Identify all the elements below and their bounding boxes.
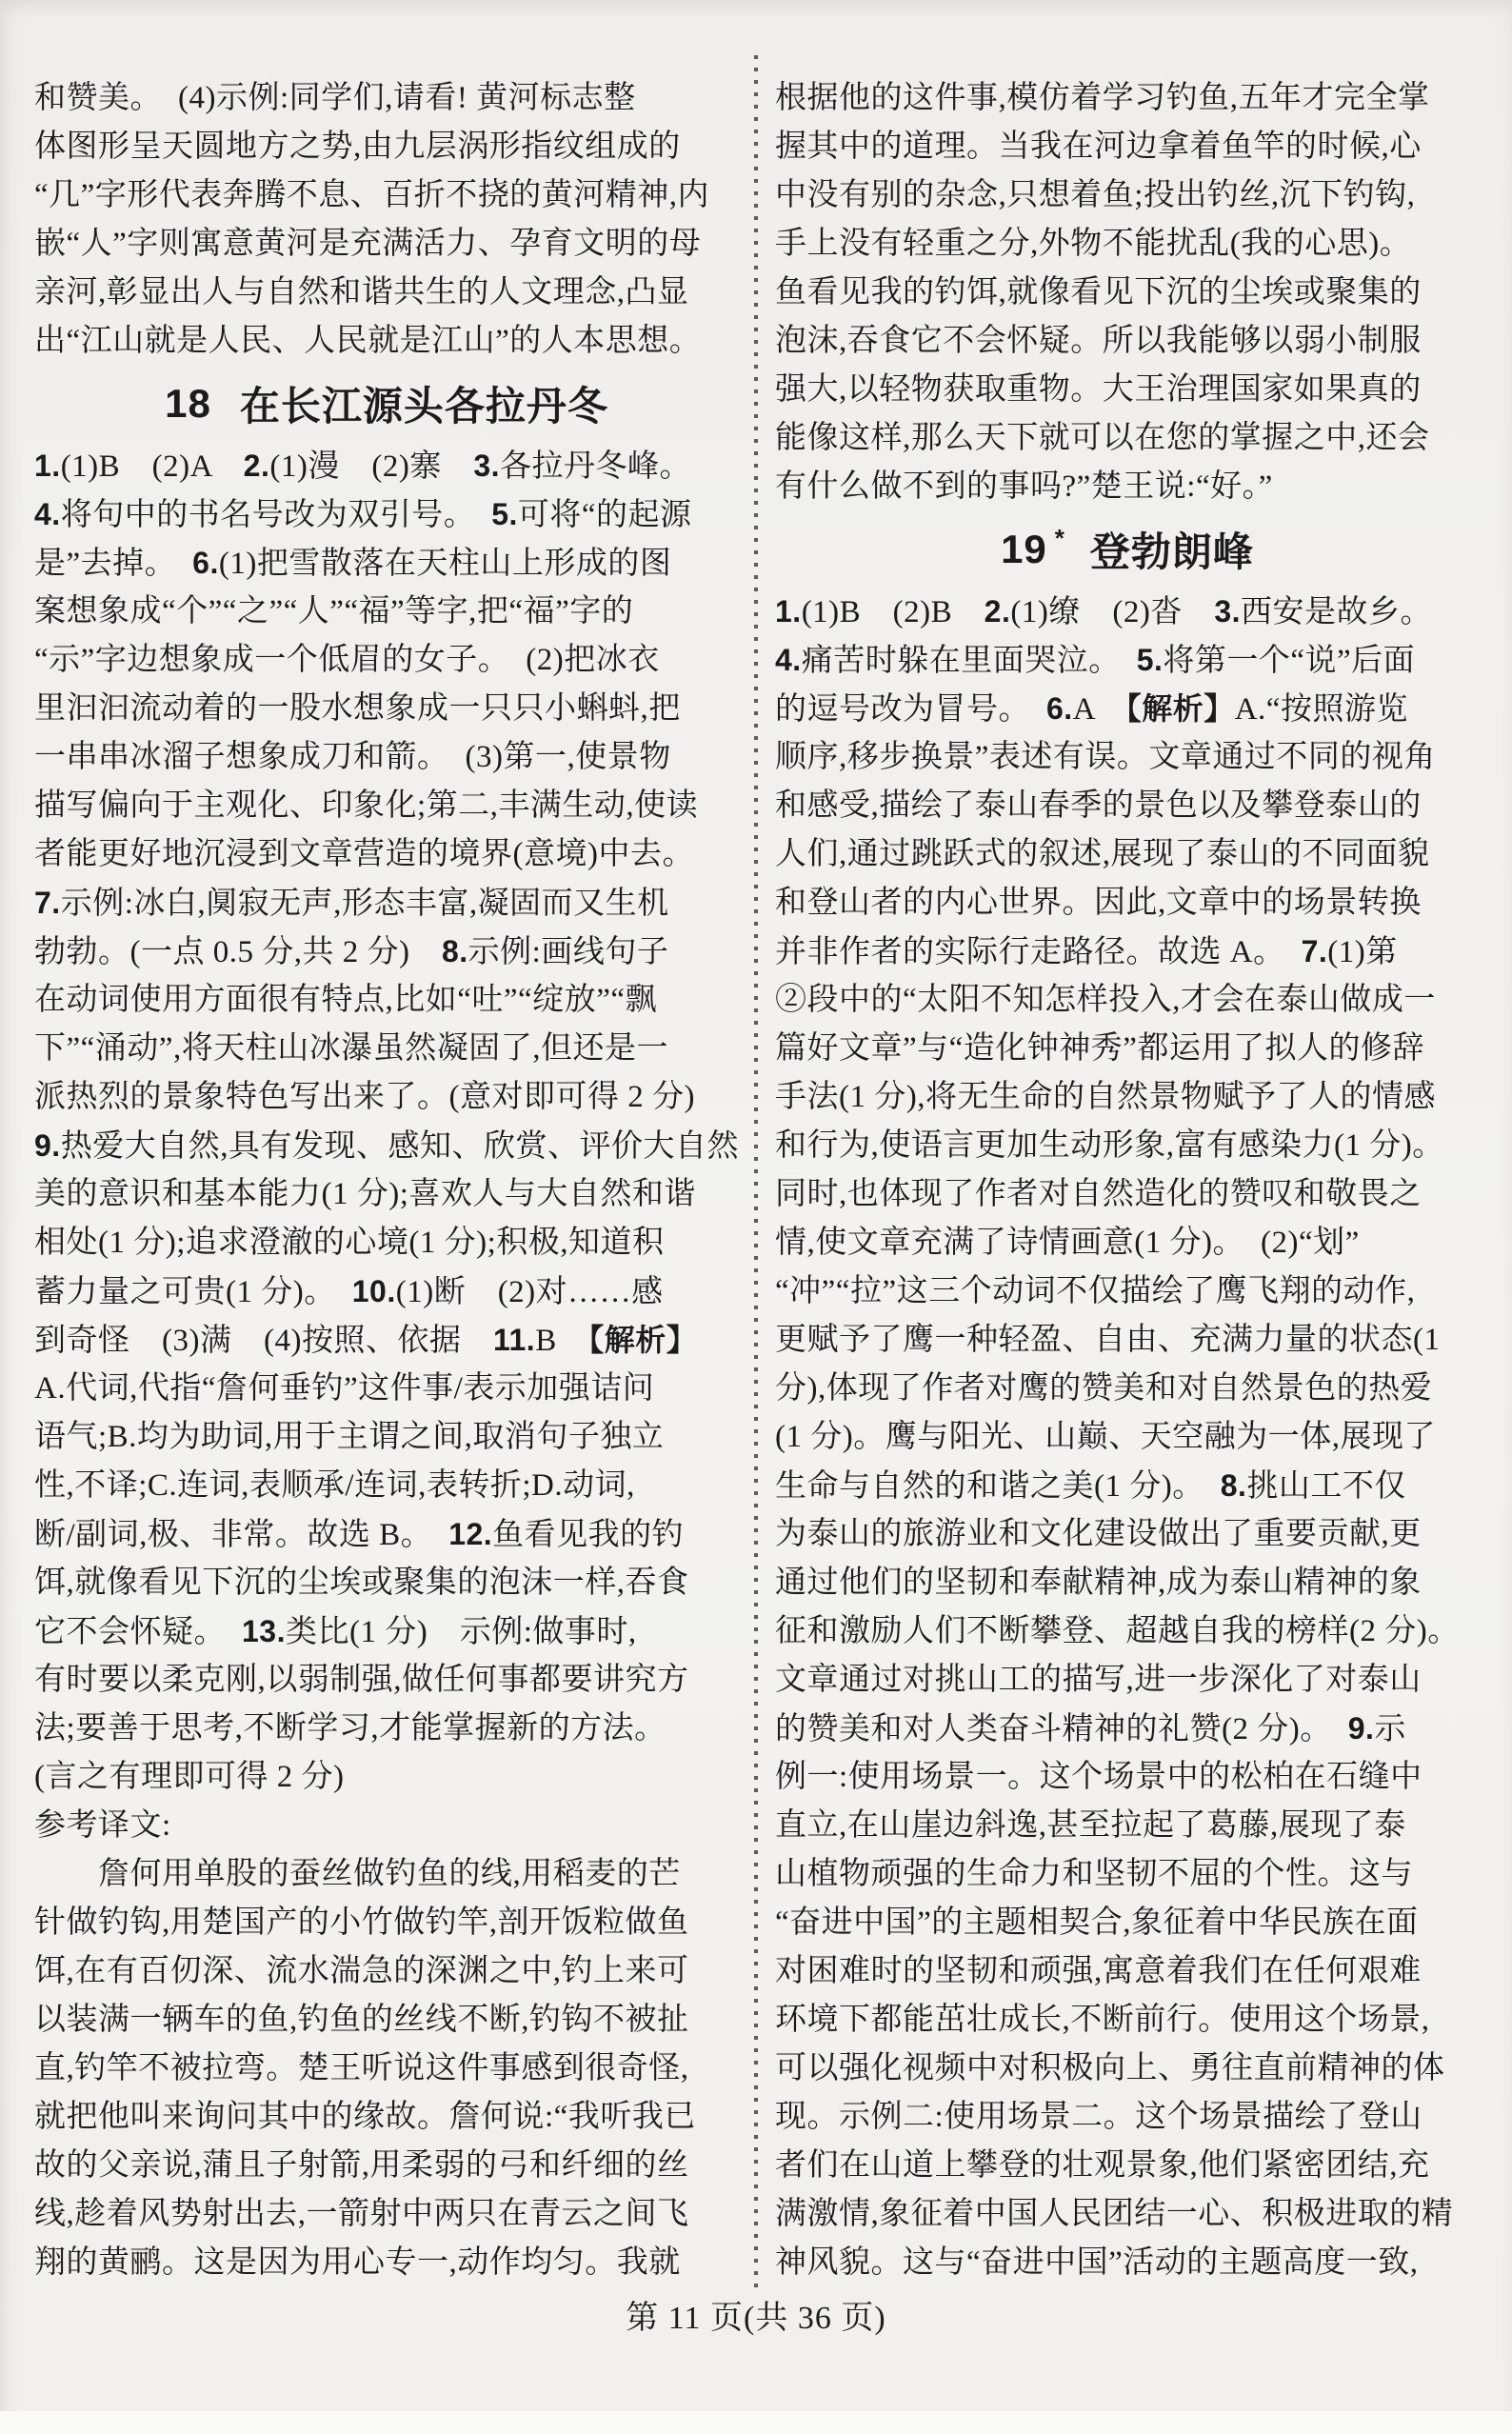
text-line: 在动词使用方面很有特点,比如“吐”“绽放”“飘 bbox=[34, 983, 657, 1017]
text-line: 描写偏向于主观化、印象化;第二,丰满生动,使读 bbox=[34, 788, 699, 823]
text-line: 法;要善于思考,不断学习,才能掌握新的方法。 bbox=[34, 1711, 666, 1746]
section-heading-18 bbox=[34, 366, 739, 442]
text-line: (言之有理即可得 2 分) bbox=[34, 1760, 345, 1794]
text-line: 征和激励人们不断攀登、超越自我的榜样(2 分)。 bbox=[775, 1614, 1460, 1648]
text-line: 里汩汩流动着的一股水想象成一只只小蝌蚪,把 bbox=[34, 691, 681, 726]
text-line: 手法(1 分),将无生命的自然景物赋予了人的情感 bbox=[775, 1080, 1436, 1114]
text-line: 4.痛苦时躲在里面哭泣。 5.将第一个“说”后面 bbox=[775, 643, 1416, 678]
text-line: 生命与自然的和谐之美(1 分)。 8.挑山工不仅 bbox=[775, 1468, 1406, 1504]
text-line: (1 分)。鹰与阳光、山巅、天空融为一体,展现了 bbox=[775, 1420, 1436, 1454]
text-line: 可以强化视频中对积极向上、勇往直前精神的体 bbox=[775, 2051, 1445, 2085]
text-line: 更赋予了鹰一种轻盈、自由、充满力量的状态(1 bbox=[775, 1323, 1441, 1357]
text-line: 直立,在山崖边斜逸,甚至拉起了葛藤,展现了泰 bbox=[775, 1808, 1406, 1843]
text-line: 派热烈的景象特色写出来了。(意对即可得 2 分) bbox=[34, 1080, 695, 1114]
text-line: 以装满一辆车的鱼,钓鱼的丝线不断,钓钩不被扯 bbox=[34, 2003, 689, 2037]
right-column bbox=[775, 74, 1480, 2287]
text-line: 满激情,象征着中国人民团结一心、积极进取的精 bbox=[775, 2197, 1454, 2231]
text-line: 故的父亲说,蒲且子射箭,用柔弱的弓和纤细的丝 bbox=[34, 2148, 689, 2183]
text-line: 握其中的道理。当我在河边拿着鱼竿的时候,心 bbox=[775, 130, 1422, 164]
section-number: 19 bbox=[1001, 527, 1047, 571]
text-line: 参考译文: bbox=[34, 1808, 171, 1843]
text-line: 对困难时的坚韧和顽强,寓意着我们在任何艰难 bbox=[775, 1954, 1422, 1988]
text-line: “示”字边想象成一个低眉的女子。 (2)把冰衣 bbox=[34, 643, 660, 677]
text-line: 的逗号改为冒号。 6.A 【解析】A.“按照游览 bbox=[775, 691, 1408, 727]
text-line: “奋进中国”的主题相契合,象征着中华民族在面 bbox=[775, 1905, 1419, 1940]
section-number: 18 bbox=[165, 381, 211, 426]
text-line: 神风貌。这与“奋进中国”活动的主题高度一致, bbox=[775, 2245, 1419, 2280]
section-title: 登勃朗峰 bbox=[1089, 529, 1254, 574]
text-line: 和感受,描绘了泰山春季的景色以及攀登泰山的 bbox=[775, 788, 1422, 823]
text-line: 7.示例:冰白,阒寂无声,形态丰富,凝固而又生机 bbox=[34, 886, 669, 921]
text-line: 为泰山的旅游业和文化建设做出了重要贡献,更 bbox=[775, 1517, 1422, 1551]
page-bottom-edge bbox=[0, 2411, 1512, 2434]
text-line: 断/副词,极、非常。故选 B。 12.鱼看见我的钓 bbox=[34, 1517, 685, 1552]
text-line: 饵,在有百仞深、流水湍急的深渊之中,钓上来可 bbox=[34, 1954, 689, 1988]
text-line: 线,趁着风势射出去,一箭射中两只在青云之间飞 bbox=[34, 2197, 689, 2231]
text-line: 中没有别的杂念,只想着鱼;投出钓丝,沉下钓钩, bbox=[775, 178, 1416, 212]
text-line: 和赞美。 (4)示例:同学们,请看! 黄河标志整 bbox=[34, 81, 636, 115]
text-line: 山植物顽强的生命力和坚韧不屈的个性。这与 bbox=[775, 1857, 1413, 1891]
text-line: 有什么做不到的事吗?”楚王说:“好。” bbox=[775, 469, 1273, 504]
text-line: A.代词,代指“詹何垂钓”这件事/表示加强诘问 bbox=[34, 1371, 655, 1406]
text-line: 下”“涌动”,将天柱山冰瀑虽然凝固了,但还是一 bbox=[34, 1031, 668, 1066]
text-line: 根据他的这件事,模仿着学习钓鱼,五年才完全掌 bbox=[775, 81, 1430, 115]
text-line: 饵,就像看见下沉的尘埃或聚集的泡沫一样,吞食 bbox=[34, 1566, 689, 1600]
text-line: 泡沫,吞食它不会怀疑。所以我能够以弱小制服 bbox=[775, 324, 1422, 358]
text-line: 强大,以轻物获取重物。大王治理国家如果真的 bbox=[775, 372, 1422, 407]
text-line: 案想象成“个”“之”“人”“福”等字,把“福”字的 bbox=[34, 594, 634, 628]
text-line: 就把他叫来询问其中的缘故。詹何说:“我听我已 bbox=[34, 2100, 696, 2134]
text-line: 体图形呈天圆地方之势,由九层涡形指纹组成的 bbox=[34, 130, 681, 164]
text-line: ②段中的“太阳不知怎样投入,才会在泰山做成一 bbox=[775, 983, 1436, 1017]
text-line: 詹何用单股的蚕丝做钓鱼的线,用稻麦的芒 bbox=[34, 1857, 681, 1891]
text-line: 有时要以柔克刚,以弱制强,做任何事都要讲究方 bbox=[34, 1663, 689, 1697]
text-line: 一串串冰溜子想象成刀和箭。 (3)第一,使景物 bbox=[34, 740, 671, 774]
text-line: 分),体现了作者对鹰的赞美和对自然景色的热爱 bbox=[775, 1371, 1433, 1406]
text-line: 出“江山就是人民、人民就是江山”的人本思想。 bbox=[34, 324, 702, 358]
text-line: 嵌“人”字则寓意黄河是充满活力、孕育文明的母 bbox=[34, 227, 702, 261]
text-line: 文章通过对挑山工的描写,进一步深化了对泰山 bbox=[775, 1663, 1422, 1697]
text-line: 勃勃。(一点 0.5 分,共 2 分) 8.示例:画线句子 bbox=[34, 934, 669, 969]
text-line: 鱼看见我的钓饵,就像看见下沉的尘埃或聚集的 bbox=[775, 275, 1422, 309]
text-line: 到奇怪 (3)满 (4)按照、依据 11.B 【解析】 bbox=[34, 1323, 698, 1358]
text-line: 能像这样,那么天下就可以在您的掌握之中,还会 bbox=[775, 421, 1430, 455]
text-line: 并非作者的实际行走路径。故选 A。 7.(1)第 bbox=[775, 934, 1398, 969]
text-line: 手上没有轻重之分,外物不能扰乱(我的心思)。 bbox=[775, 227, 1412, 261]
text-line: 9.热爱大自然,具有发现、感知、欣赏、评价大自然 bbox=[34, 1128, 739, 1164]
text-line: “冲”“拉”这三个动词不仅描绘了鹰飞翔的动作, bbox=[775, 1274, 1416, 1308]
text-line: 和登山者的内心世界。因此,文章中的场景转换 bbox=[775, 886, 1422, 920]
text-line: 它不会怀疑。 13.类比(1 分) 示例:做事时, bbox=[34, 1614, 637, 1649]
text-line: 情,使文章充满了诗情画意(1 分)。 (2)“划” bbox=[775, 1226, 1360, 1260]
text-line: 篇好文章”与“造化钟神秀”都运用了拟人的修辞 bbox=[775, 1031, 1424, 1066]
text-line: “几”字形代表奔腾不息、百折不挠的黄河精神,内 bbox=[34, 178, 710, 212]
text-line: 语气;B.均为助词,用于主谓之间,取消句子独立 bbox=[34, 1420, 665, 1454]
text-line: 针做钓钩,用楚国产的小竹做钓竿,剖开饭粒做鱼 bbox=[34, 1905, 689, 1940]
text-line: 现。示例二:使用场景二。这个场景描绘了登山 bbox=[775, 2100, 1422, 2134]
text-line: 人们,通过跳跃式的叙述,展现了泰山的不同面貌 bbox=[775, 837, 1430, 871]
text-line: 4.将句中的书名号改为双引号。 5.可将“的起源 bbox=[34, 497, 692, 532]
text-line: 直,钓竿不被拉弯。楚王听说这件事感到很奇怪, bbox=[34, 2051, 689, 2085]
page-footer bbox=[0, 2291, 1512, 2338]
text-line: 相处(1 分);追求澄澈的心境(1 分);积极,知道积 bbox=[34, 1226, 665, 1260]
text-line: 环境下都能茁壮成长,不断前行。使用这个场景, bbox=[775, 2003, 1430, 2037]
text-line: 亲河,彰显出人与自然和谐共生的人文理念,凸显 bbox=[34, 275, 689, 309]
page-number: 第 11 页(共 36 页) bbox=[626, 2301, 886, 2336]
text-line: 的赞美和对人类奋斗精神的礼赞(2 分)。 9.示 bbox=[775, 1711, 1406, 1746]
text-line: 1.(1)B (2)A 2.(1)漫 (2)寨 3.各拉丹冬峰。 bbox=[34, 449, 692, 484]
text-line: 蓄力量之可贵(1 分)。 10.(1)断 (2)对……感 bbox=[34, 1274, 664, 1309]
text-line: 和行为,使语言更加生动形象,富有感染力(1 分)。 bbox=[775, 1128, 1444, 1163]
text-line: 翔的黄鹂。这是因为用心专一,动作均匀。我就 bbox=[34, 2245, 681, 2280]
text-line: 者能更好地沉浸到文章营造的境界(意境)中去。 bbox=[34, 837, 694, 871]
text-line: 通过他们的坚韧和奉献精神,成为泰山精神的象 bbox=[775, 1566, 1422, 1600]
section-heading-19: 19 * 登勃朗峰 bbox=[775, 511, 1480, 588]
text-line: 顺序,移步换景”表述有误。文章通过不同的视角 bbox=[775, 740, 1436, 774]
column-divider bbox=[754, 55, 758, 2291]
text-line: 例一:使用场景一。这个场景中的松柏在石缝中 bbox=[775, 1760, 1422, 1794]
text-line: 美的意识和基本能力(1 分);喜欢人与大自然和谐 bbox=[34, 1177, 696, 1211]
text-line: 同时,也体现了作者对自然造化的赞叹和敬畏之 bbox=[775, 1177, 1422, 1211]
text-line: 是”去掉。 6.(1)把雪散落在天柱山上形成的图 bbox=[34, 546, 672, 581]
text-line: 1.(1)B (2)B 2.(1)缭 (2)沓 3.西安是故乡。 bbox=[775, 594, 1433, 629]
text-line: 者们在山道上攀登的壮观景象,他们紧密团结,充 bbox=[775, 2148, 1430, 2183]
left-column bbox=[34, 74, 739, 2287]
section-title: 在长江源头各拉丹冬 bbox=[239, 384, 608, 429]
text-line: 性,不译;C.连词,表顺承/连词,表转折;D.动词, bbox=[34, 1468, 635, 1503]
